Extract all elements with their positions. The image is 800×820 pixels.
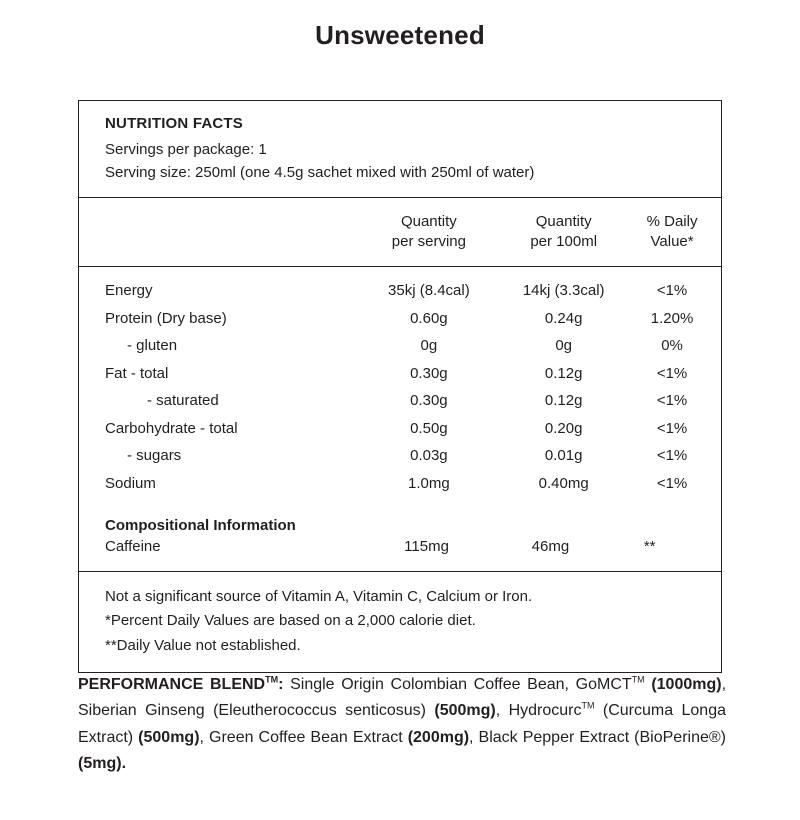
- footnote-line: *Percent Daily Values are based on a 2,000 calorie diet.: [105, 612, 476, 630]
- trademark-symbol: TM: [265, 674, 279, 685]
- nutrient-per-serving: 0.30g: [410, 364, 448, 382]
- performance-blend-colon: :: [278, 676, 284, 693]
- nutrition-facts-heading: NUTRITION FACTS: [105, 115, 243, 132]
- daily-value-line1: % Daily: [646, 212, 698, 230]
- servings-per-package: Servings per package: 1: [105, 141, 267, 158]
- nutrient-per-serving: 0.60g: [410, 309, 448, 327]
- nutrient-table: [79, 267, 721, 505]
- nutrient-daily-value: <1%: [656, 392, 688, 409]
- column-header-per-100ml: [496, 198, 631, 267]
- nutrient-daily-value: <1%: [656, 364, 688, 382]
- nutrient-label: - gluten: [127, 337, 178, 354]
- nutrient-daily-value: <1%: [656, 474, 688, 492]
- blend-amount-3: (500mg): [138, 728, 200, 746]
- table-row: [79, 360, 721, 388]
- performance-blend-label: PERFORMANCE BLEND: [78, 676, 266, 693]
- table-row: [79, 305, 721, 333]
- blend-amount-5: (5mg): [78, 755, 122, 773]
- blend-amount-1: (1000mg): [651, 676, 722, 693]
- nutrient-per-100ml: 0.12g: [544, 392, 583, 409]
- nutrient-label: Caffeine: [105, 538, 161, 555]
- serving-size: Serving size: 250ml (one 4.5g sachet mixed with 250ml of water): [105, 164, 535, 182]
- nutrient-label: Carbohydrate - total: [105, 419, 238, 437]
- trademark-symbol: TM: [631, 674, 645, 685]
- nutrient-per-100ml: 0.24g: [544, 309, 583, 327]
- per-100ml-line2: per 100ml: [530, 232, 598, 250]
- blend-text-5: , Green Coffee Bean Extract: [199, 728, 408, 746]
- nutrient-per-serving: 0.03g: [410, 447, 448, 464]
- table-row: [79, 267, 721, 305]
- nutrient-per-100ml: 0.20g: [544, 419, 583, 437]
- nutrient-per-serving: 115mg: [404, 538, 449, 555]
- nutrient-per-100ml: 0g: [555, 337, 573, 354]
- nutrition-facts-header: [79, 101, 721, 197]
- table-row: [79, 332, 721, 360]
- column-header-per-serving: [361, 198, 496, 267]
- nutrient-daily-value: 1.20%: [650, 309, 694, 327]
- nutrition-column-headers: [79, 198, 721, 267]
- daily-value-line2: Value*: [650, 232, 694, 250]
- trademark-symbol: TM: [581, 701, 595, 712]
- nutrient-daily-value: 0%: [661, 337, 683, 354]
- column-header-row: [79, 198, 721, 267]
- nutrient-per-100ml: 46mg: [531, 538, 570, 555]
- nutrient-per-100ml: 14kj (3.3cal): [522, 282, 605, 299]
- nutrient-per-100ml: 0.12g: [544, 364, 583, 382]
- nutrient-per-100ml: 0.40mg: [538, 474, 589, 492]
- nutrition-facts-panel: [78, 100, 722, 673]
- nutrient-per-100ml: 0.01g: [544, 447, 583, 464]
- footnote-line: Not a significant source of Vitamin A, Vitamin C, Calcium or Iron.: [105, 588, 533, 605]
- table-row: [79, 387, 721, 415]
- compositional-information-block: [79, 505, 721, 571]
- column-header-label: [79, 198, 361, 267]
- column-header-daily-value: [631, 198, 721, 267]
- nutrient-label: Sodium: [105, 474, 156, 492]
- table-row: [79, 415, 721, 443]
- compositional-table: [105, 536, 695, 557]
- footnotes-block: [79, 572, 721, 672]
- nutrient-label: - sugars: [127, 447, 182, 464]
- nutrient-per-serving: 1.0mg: [408, 474, 450, 492]
- nutrient-per-serving: 0.30g: [410, 392, 448, 409]
- per-100ml-line1: Quantity: [535, 212, 592, 230]
- table-row: [79, 442, 721, 470]
- blend-text-7: .: [121, 755, 127, 773]
- blend-text-3: , Hydrocurc: [495, 702, 582, 720]
- per-serving-line1: Quantity: [400, 212, 457, 230]
- per-serving-line2: per serving: [391, 232, 466, 250]
- nutrient-per-serving: 0.50g: [410, 419, 448, 437]
- table-row: [105, 536, 695, 557]
- page-title: Unsweetened: [315, 20, 485, 50]
- nutrient-label: Fat - total: [105, 364, 169, 382]
- nutrient-daily-value: <1%: [656, 447, 688, 464]
- performance-blend-paragraph: [78, 672, 726, 778]
- blend-text-4: (Curcuma Longa Extract): [78, 702, 727, 746]
- blend-text-2: , Siberian Ginseng (Eleutherococcus senticosus): [78, 676, 727, 720]
- nutrient-label: - saturated: [147, 392, 219, 409]
- compositional-heading: Compositional Information: [105, 517, 296, 534]
- nutrient-per-serving: 0g: [420, 337, 438, 354]
- blend-text-1: Single Origin Colombian Coffee Bean, GoMCT: [283, 676, 632, 693]
- table-row: [79, 470, 721, 506]
- blend-text-6: , Black Pepper Extract (BioPerine®): [469, 728, 727, 746]
- footnote-line: **Daily Value not established.: [105, 636, 301, 654]
- nutrient-daily-value: <1%: [656, 282, 688, 299]
- nutrient-daily-value: **: [643, 538, 656, 555]
- nutrient-label: Protein (Dry base): [105, 309, 227, 327]
- blend-amount-4: (200mg): [407, 728, 470, 746]
- nutrient-label: Energy: [105, 282, 153, 299]
- nutrition-label-page: [0, 20, 800, 820]
- nutrient-daily-value: <1%: [656, 419, 688, 437]
- nutrient-per-serving: 35kj (8.4cal): [388, 282, 470, 299]
- blend-amount-2: (500mg): [434, 702, 496, 720]
